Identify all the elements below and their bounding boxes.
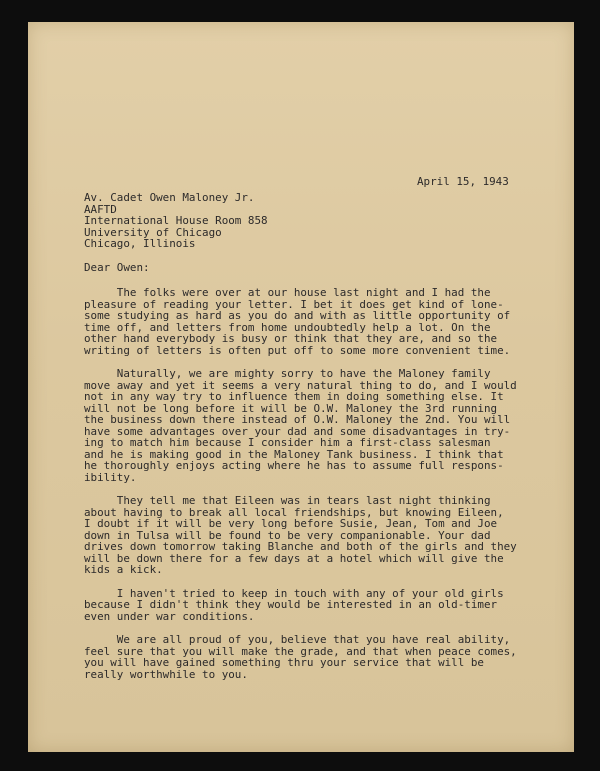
letter-paper bbox=[28, 22, 574, 752]
paragraph-4 bbox=[84, 588, 564, 623]
salutation: Dear Owen: bbox=[84, 261, 150, 274]
address-line: International House Room 858 bbox=[84, 214, 268, 227]
text-line: other hand everybody is busy or think that they are, and so the bbox=[84, 332, 498, 345]
letter-date: April 15, 1943 bbox=[417, 175, 509, 188]
text-line: drives down tomorrow taking Blanche and both of the girls and they bbox=[84, 540, 517, 553]
text-line: Naturally, we are mighty sorry to have the Maloney family bbox=[84, 367, 491, 380]
text-line: have some advantages over your dad and some disadvantages in try- bbox=[84, 424, 511, 438]
text-line: even under war conditions. bbox=[84, 609, 255, 623]
text-line: I haven't tried to keep in touch with any of your old girls bbox=[84, 586, 504, 600]
text-line: move away and yet it seems a very natural thing to do, and I would bbox=[84, 378, 517, 392]
text-line: time off, and letters from home undoubtedly help a lot. On the bbox=[84, 320, 491, 334]
address-line: University of Chicago bbox=[84, 225, 222, 239]
text-line: They tell me that Eileen was in tears last night thinking bbox=[84, 494, 491, 507]
typewritten-letter bbox=[28, 22, 574, 752]
text-line: I doubt if it will be very long before Susie, Jean, Tom and Joe bbox=[84, 517, 498, 530]
text-line: ibility. bbox=[84, 470, 137, 484]
text-line: really worthwhile to you. bbox=[84, 667, 248, 681]
text-line: you will have gained something thru your service that will be bbox=[84, 656, 484, 669]
text-line: writing of letters is often put off to some more convenient time. bbox=[84, 343, 511, 357]
paragraph-3 bbox=[84, 495, 564, 576]
recipient-address bbox=[84, 192, 268, 250]
text-line: kids a kick. bbox=[84, 563, 163, 576]
text-line: because I didn't think they would be interested in an old-timer bbox=[84, 598, 498, 611]
paragraph-1 bbox=[84, 287, 564, 356]
text-line: pleasure of reading your letter. I bet it does get kind of lone- bbox=[84, 297, 504, 311]
text-line: We are all proud of you, believe that you have real ability, bbox=[84, 633, 511, 646]
address-line: AAFTD bbox=[84, 202, 117, 216]
address-line: Chicago, Illinois bbox=[84, 237, 196, 250]
text-line: will not be long before it will be O.W. Maloney the 3rd running bbox=[84, 401, 498, 415]
text-line: not in any way try to influence them in doing something else. It bbox=[84, 390, 504, 403]
letter-body bbox=[84, 287, 564, 692]
text-line: he thoroughly enjoys acting where he has to assume full respons- bbox=[84, 459, 504, 472]
text-line: The folks were over at our house last night and I had the bbox=[84, 286, 491, 299]
text-line: down in Tulsa will be found to be very companionable. Your dad bbox=[84, 528, 491, 542]
text-line: some studying as hard as you do and with as little opportunity of bbox=[84, 309, 511, 322]
text-line: the business down there instead of O.W. Maloney the 2nd. You will bbox=[84, 413, 511, 426]
address-line: Av. Cadet Owen Maloney Jr. bbox=[84, 191, 255, 204]
text-line: about having to break all local friendships, but knowing Eileen, bbox=[84, 505, 504, 519]
text-line: and he is making good in the Maloney Tank business. I think that bbox=[84, 447, 504, 461]
text-line: ing to match him because I consider him a first-class salesman bbox=[84, 436, 491, 449]
paragraph-2 bbox=[84, 368, 564, 483]
paragraph-5 bbox=[84, 634, 564, 680]
text-line: feel sure that you will make the grade, and that when peace comes, bbox=[84, 644, 517, 658]
text-line: will be down there for a few days at a hotel which will give the bbox=[84, 551, 504, 565]
